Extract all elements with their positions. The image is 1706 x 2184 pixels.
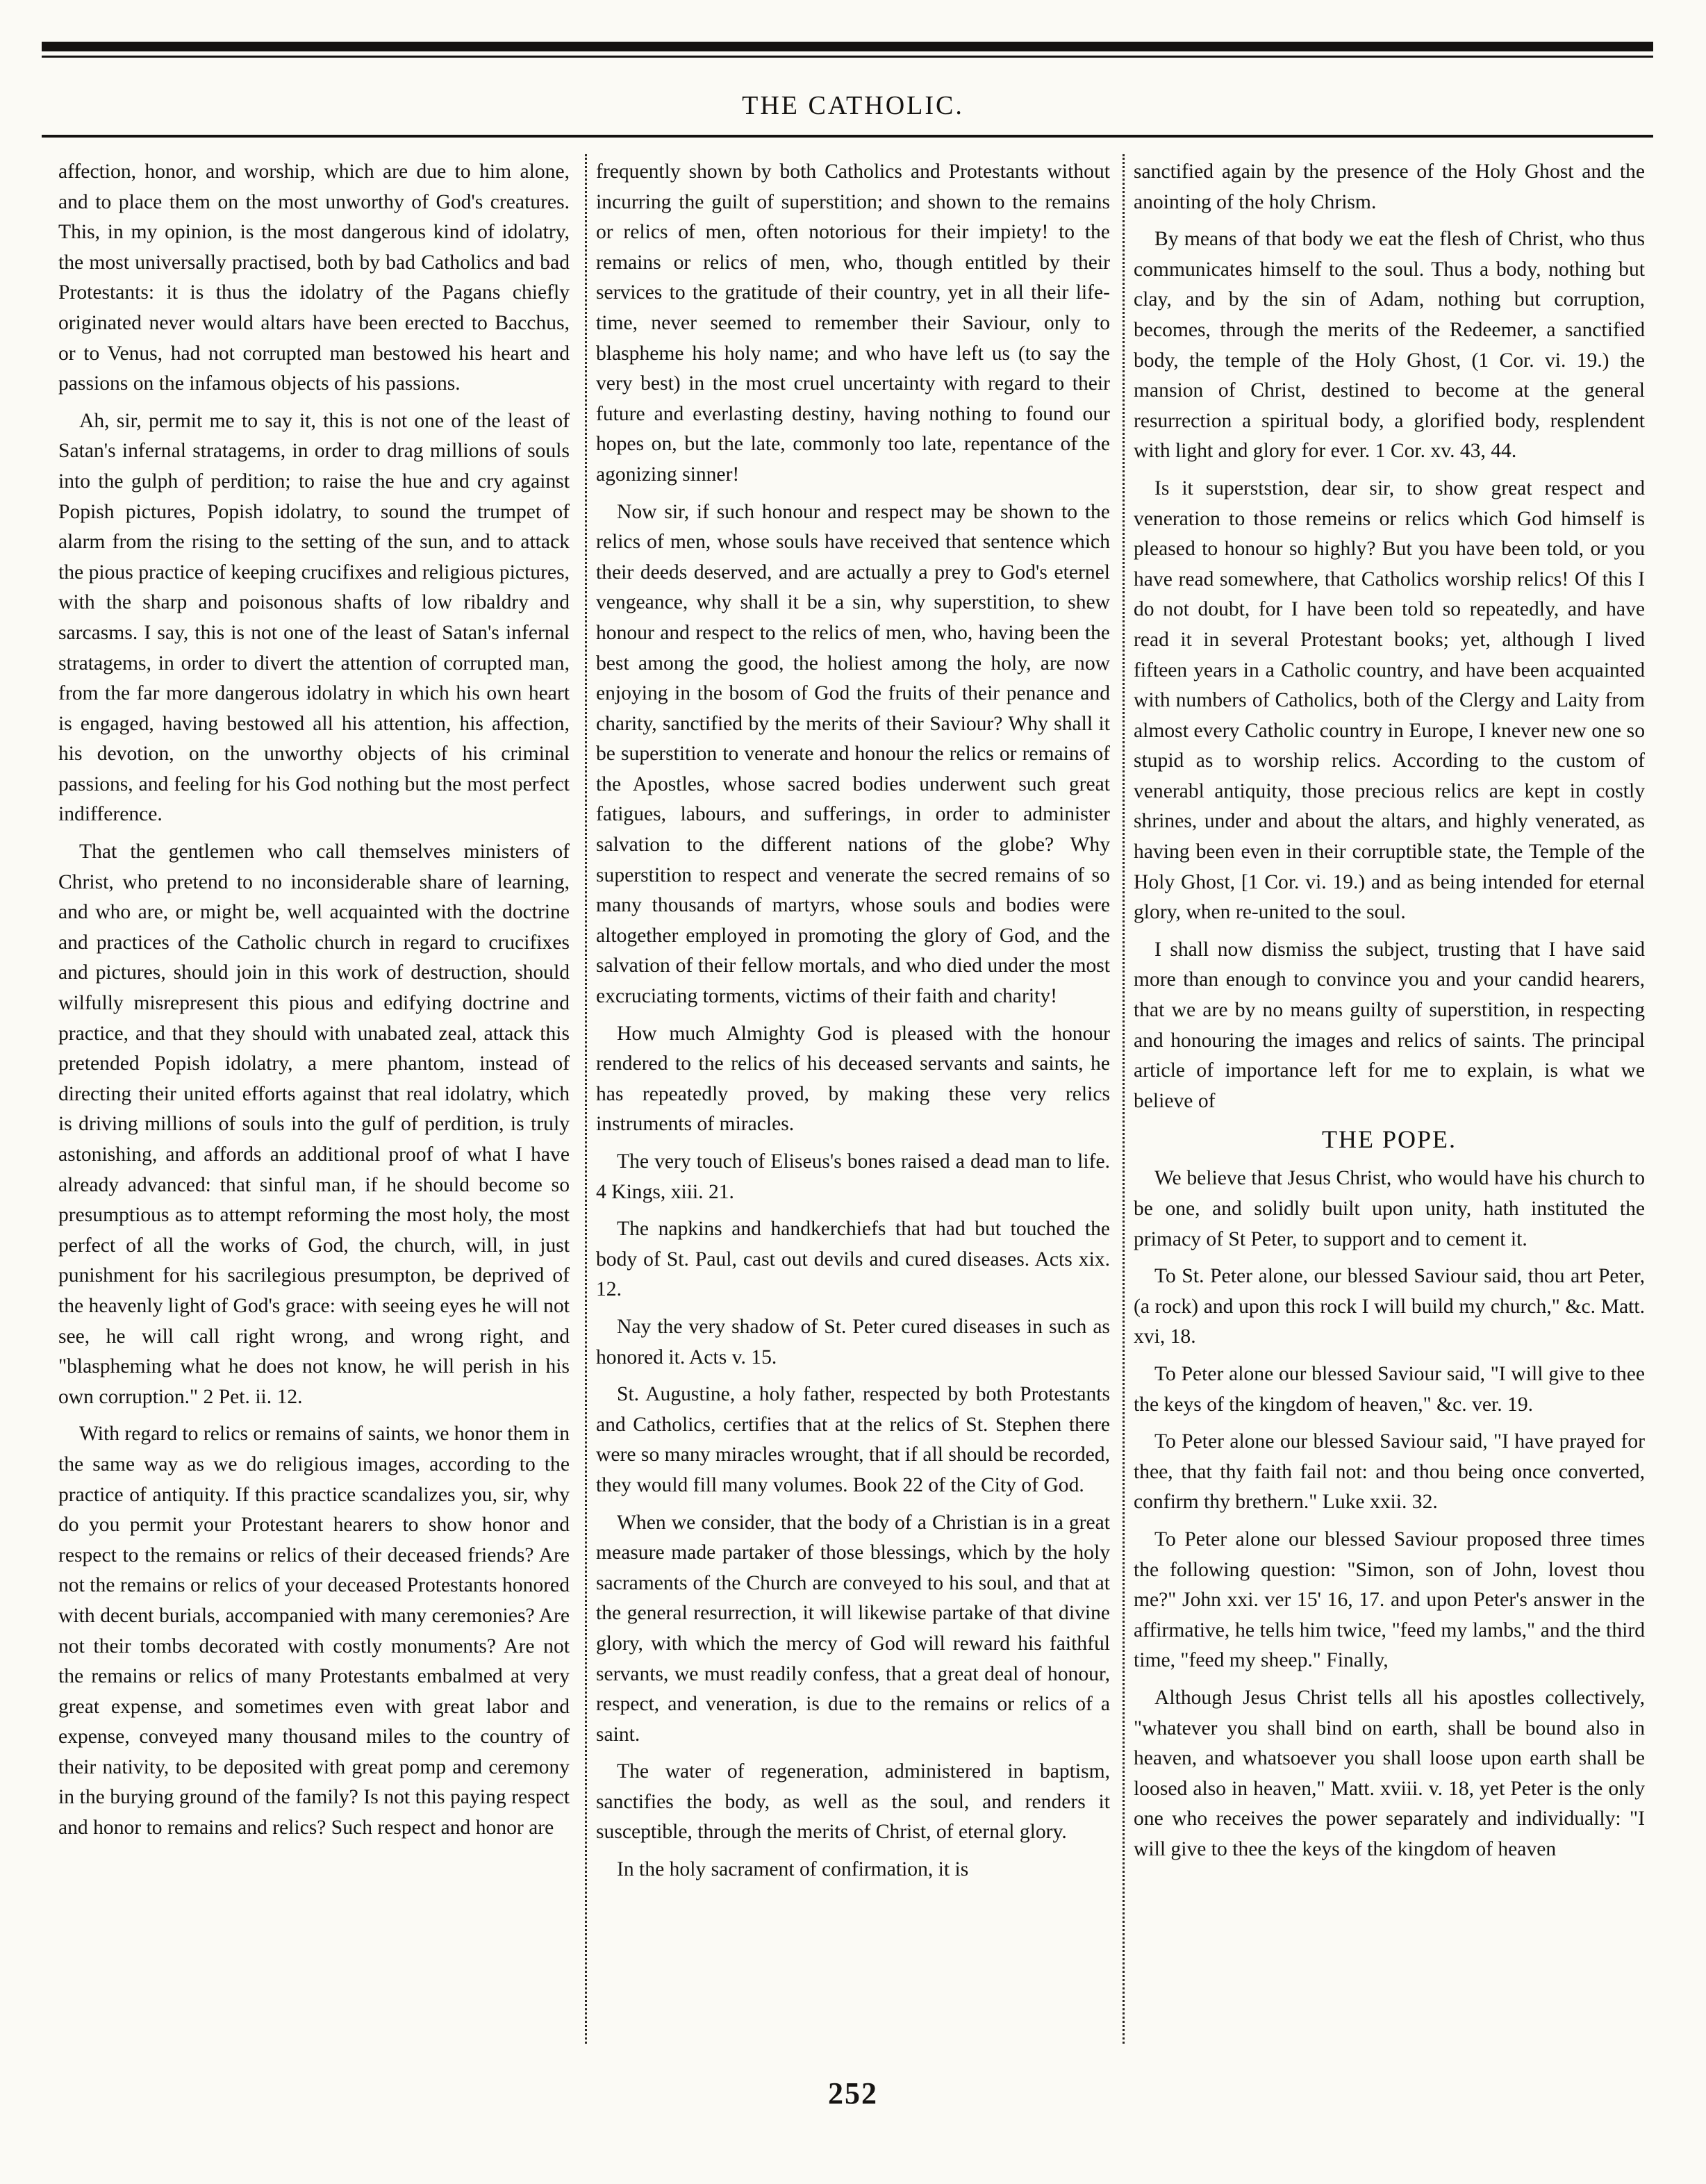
paragraph: I shall now dismiss the subject, trusting that I have said more than enough to convince you and your candid hearers, that we are by no means guilty of superstition, in respecting and honouring the images and relics of saints. The principal article of importance left for me to explain, is what we believe of xyxy=(1134,938,1645,1112)
top-rule-thin xyxy=(42,56,1653,58)
paragraph: To St. Peter alone, our blessed Saviour said, thou art Peter, (a rock) and upon this rock I will build my church," &c. Matt. xvi, 18. xyxy=(1134,1265,1645,1348)
paragraph: By means of that body we eat the flesh of Christ, who thus communicates himself to the soul. Thus a body, nothing but clay, and by the sin of Adam, nothing but corruption, becomes, through the merits of the Redeemer, a sanctified body, the temple of the Holy Ghost, (1 Cor. vi. 19.) the mansion of Christ, destined to become at the general resurrection a spiritual body, a glorified body, resplendent with light and glory for ever. 1 Cor. xv. 43, 44. xyxy=(1134,228,1645,463)
paragraph: In the holy sacrament of confirmation, it is xyxy=(617,1858,969,1881)
paragraph: Ah, sir, permit me to say it, this is not one of the least of Satan's infernal stratagems, in order to drag millions of souls into the gulph of perdition; to raise the hue and cry against Popish pictures, Popish idolatry, to sound the trumpet of alarm from the rising to the setting of the sun, and to attack the pious practice of keeping crucifixes and religious pictures, with the sharp and poisonous shafts of low ribaldry and sarcasms. I say, this is not one of the least of Satan's infernal stratagems, in order to divert the attention of corrupted man, from the far more dangerous idolatry in which his own heart is engaged, having bestowed all his attention, his affection, his devotion, on the unworthy objects of his criminal passions, and feeling for his God nothing but the most perfect indifference. xyxy=(58,409,570,826)
top-rule xyxy=(42,42,1653,51)
paragraph: How much Almighty God is pleased with the honour rendered to the relics of his deceased servants and saints, he has repeatedly proved, by making these very relics instruments of miracles. xyxy=(596,1022,1110,1136)
paragraph: That the gentlemen who call themselves ministers of Christ, who pretend to no inconsiderable share of learning, and who are, or might be, well acquainted with the doctrine and practices of the Catholic church in regard to crucifixes and pictures, should join in this work of destruction, should wilfully misrepresent this pious and edifying doctrine and practice, and that they should with unabated zeal, attack this pretended Popish idolatry, a mere phantom, instead of directing their united efforts against that real idolatry, which is driving millions of souls into the gulf of perdition, is truly astonishing, and affords an additional proof of what I have already advanced: that sinful man, if he should become so presumptious as to attempt reforming the most holy, the most perfect of all the works of God, the church, will, in just punishment for his sacrilegious presumpton, be deprived of the heavenly light of God's grace: with seeing eyes he will not see, he will call right wrong, and wrong right, and "blaspheming what he does not know, he will perish in his own corruption." 2 Pet. ii. 12. xyxy=(58,841,570,1408)
column-right xyxy=(1134,157,1645,2033)
paragraph: With regard to relics or remains of saints, we honor them in the same way as we do religious images, according to the practice of antiquity. If this practice scandalizes you, sir, why do you permit your Protestant hearers to show honor and respect to the remains or relics of their deceased friends? Are not the remains or relics of your deceased Protestants honored with decent burials, accompanied with many ceremonies? Are not their tombs decorated with costly monuments? Are not the remains or relics of many Protestants embalmed at very great expense, and sometimes even with great labor and expense, conveyed many thousand miles to the country of their nativity, to be deposited with great pomp and ceremony in the burying ground of the family? Is not this paying respect and honor to remains and relics? Such respect and honor are xyxy=(58,1423,570,1839)
header-rule xyxy=(42,135,1653,138)
paragraph: The water of regeneration, administered in baptism, sanctifies the body, as well as the soul, and renders it susceptible, through the merits of Christ, of eternal glory. xyxy=(596,1760,1110,1844)
paragraph: When we consider, that the body of a Christian is in a great measure made partaker of those blessings, which by the holy sacraments of the Church are conveyed to his soul, and that at the general resurrection, it will likewise partake of that divine glory, with which the mercy of God will reward his faithful servants, we must readily confess, that a great deal of honour, respect, and veneration, is due to the remains or relics of a saint. xyxy=(596,1511,1110,1746)
page-number: 252 xyxy=(828,2076,878,2110)
paragraph: Is it superststion, dear sir, to show great respect and veneration to those remeins or relics which God himself is pleased to honour so highly? But you have been told, or you have read somewhere, that Catholics worship relics! Of this I do not doubt, for I have been told so repeatedly, and have read it in several Protestant books; yet, although I lived fifteen years in a Catholic country, and have been acquainted with numbers of Catholics, both of the Clergy and Laity from almost every Catholic country in Europe, I knever new one so stupid as to worship relics. According to the custom of venerabl antiquity, those precious relics are kept in costly shrines, under and about the altars, and highly venerated, as having been even in their corruptible state, the Temple of the Holy Ghost, [1 Cor. vi. 19.) and as being intended for eternal glory, when re-united to the soul. xyxy=(1134,477,1645,924)
paragraph: frequently shown by both Catholics and Protestants without incurring the guilt of superstition; and shown to the remains or relics of men, often notorious for their impiety! to the remains or relics of men, who, though entitled by their services to the gratitude of their country, yet in all their life-time, never seemed to remember their Saviour, only to blaspheme his holy name; and who have left us (to say the very best) in the most cruel uncertainty with regard to their future and everlasting destiny, having nothing to found our hopes on, but the late, commonly too late, repentance of the agonizing sinner! xyxy=(596,160,1110,486)
paragraph: To Peter alone our blessed Saviour proposed three times the following question: "Simon, son of John, lovest thou me?" John xxi. ver 15' 16, 17. and upon Peter's answer in the affirmative, he tells him twice, "feed my lambs," and the third time, "feed my sheep." Finally, xyxy=(1134,1528,1645,1672)
paragraph: To Peter alone our blessed Saviour said, "I will give to thee the keys of the kingdom of heaven," &c. ver. 19. xyxy=(1134,1362,1645,1416)
column-middle xyxy=(596,157,1110,2033)
column-left xyxy=(58,157,570,2033)
running-head: THE CATHOLIC. xyxy=(742,91,964,120)
paragraph: Nay the very shadow of St. Peter cured diseases in such as honored it. Acts v. 15. xyxy=(596,1315,1110,1368)
paragraph: The very touch of Eliseus's bones raised a dead man to life. 4 Kings, xiii. 21. xyxy=(596,1150,1110,1203)
paragraph: To Peter alone our blessed Saviour said, "I have prayed for thee, that thy faith fail not: and thou being once converted, confirm thy brethern." Luke xxii. 32. xyxy=(1134,1430,1645,1514)
column-divider xyxy=(585,154,587,2044)
paragraph: Now sir, if such honour and respect may be shown to the relics of men, whose souls have received that sentence which their deeds deserved, and are actually a prey to God's eternel vengeance, why shall it be a sin, why superstition, to shew honour and respect to the relics of men, who, having been the best among the good, the holiest among the holy, are now enjoying in the bosom of God the fruits of their penance and charity, sanctified by the merits of their Saviour? Why shall it be superstition to venerate and honour the relics or remains of the Apostles, whose sacred bodies underwent such great fatigues, labours, and sufferings, in order to administer salvation to the different nations of the globe? Why superstition to respect and venerate the secred remains of so many thousands of martyrs, whose souls and bodies were altogether employed in promoting the glory of God, and the salvation of their fellow mortals, and who died under the most excruciating torments, victims of their faith and charity! xyxy=(596,500,1110,1008)
paragraph: St. Augustine, a holy father, respected by both Protestants and Catholics, certifies that at the relics of St. Stephen there were so many miracles wrought, that if all should be recorded, they would fill many volumes. Book 22 of the City of God. xyxy=(596,1383,1110,1496)
paragraph: Although Jesus Christ tells all his apostles collectively, "whatever you shall bind on earth, shall be bound also in heaven, and whatsoever you shall loose upon earth shall be loosed also in heaven," Matt. xviii. v. 18, yet Peter is the only one who receives the power separately and individually: "I will give to thee the keys of the kingdom of heaven xyxy=(1134,1686,1645,1860)
paragraph: affection, honor, and worship, which are due to him alone, and to place them on the most unworthy of God's creatures. This, in my opinion, is the most dangerous kind of idolatry, the most universally practised, both by bad Catholics and bad Protestants: it is thus the idolatry of the Pagans chiefly originated never would altars have been erected to Bacchus, or to Venus, had not corrupted man bestowed his heart and passions on the infamous objects of his passions. xyxy=(58,160,570,395)
paragraph: The napkins and handkerchiefs that had but touched the body of St. Paul, cast out devils and cured diseases. Acts xix. 12. xyxy=(596,1218,1110,1301)
paragraph: sanctified again by the presence of the Holy Ghost and the anointing of the holy Chrism. xyxy=(1134,160,1645,213)
column-divider xyxy=(1123,154,1125,2044)
section-heading: THE POPE. xyxy=(1321,1125,1457,1154)
paragraph: We believe that Jesus Christ, who would have his church to be one, and solidly built upon unity, hath instituted the primacy of St Peter, to support and to cement it. xyxy=(1134,1167,1645,1250)
